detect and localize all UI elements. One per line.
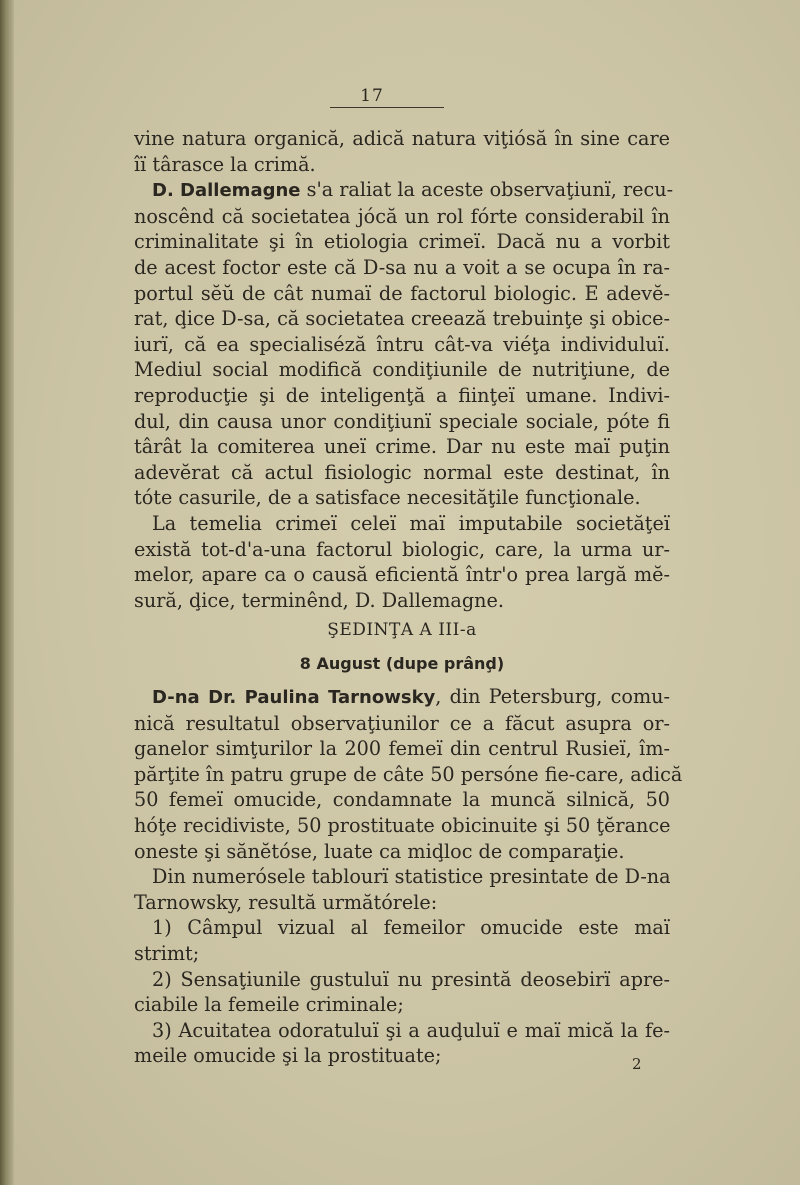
text-line [134, 684, 670, 711]
paragraph-block-2 [134, 684, 683, 1069]
text-line [134, 787, 670, 813]
line-text: de acest foctor este că D-sa nu a voit a se ocupa în ra- [134, 255, 670, 279]
line-text: meile omucide şi la prostituate; [134, 1044, 442, 1068]
line-text: sură, ḑice, terminênd, D. Dallemagne. [134, 588, 504, 612]
line-text: noscênd că societatea jócă un rol fórte considerabil în [134, 204, 670, 228]
text-line [134, 588, 670, 614]
text-line [134, 434, 670, 460]
text-line [134, 736, 670, 762]
line-text: nică resultatul observaţiunilor ce a făcut asupra or- [134, 711, 670, 735]
text-line [134, 126, 670, 152]
line-text: târât la comiterea uneï crime. Dar nu este maï puţin [134, 435, 670, 459]
text-line [134, 383, 670, 409]
line-text: rat, ḑice D-sa, că societatea creează trebuinţe şi obice- [134, 307, 670, 331]
line-text: La temelia crimeï celeï maï imputabile societăţeï [152, 511, 670, 535]
line-text: criminalitate şi în etiologia crimeï. Dacă nu a vorbit [134, 230, 670, 254]
line-text: dul, din causa unor condiţiunï speciale sociale, póte fi [134, 409, 670, 433]
text-line [134, 813, 670, 839]
text-line [134, 229, 670, 255]
session-heading: ŞEDINŢA A III-a [327, 620, 477, 640]
text-line [134, 967, 670, 993]
line-text: hóţe recidiviste, 50 prostituate obicinuite şi 50 ţĕrance [134, 813, 671, 837]
line-text: portul sĕŭ de cât numaï de factorul biologic. E adevĕ- [134, 281, 670, 305]
line-text: , din Petersburg, comu- [435, 685, 670, 708]
text-line [134, 864, 670, 890]
line-text: 2) Sensaţiunile gustuluï nu presintă deosebirï apre- [152, 967, 670, 991]
line-text: părţite în patru grupe de câte 50 persóne fie-care, adică [134, 762, 683, 786]
line-text: Din numerósele tablourï statistice presintate de D-na [152, 865, 671, 889]
line-text: strimt; [134, 941, 200, 965]
line-text: s'a raliat la aceste observaţiunï, recu- [300, 178, 674, 202]
page-binding-edge [0, 0, 14, 1185]
text-line [134, 357, 670, 383]
page-number: 17 [360, 86, 384, 106]
text-line [134, 204, 670, 230]
text-line [134, 762, 683, 788]
text-line [134, 460, 670, 486]
text-line [134, 409, 670, 435]
text-line [134, 177, 674, 204]
text-line [134, 890, 670, 916]
line-text: ciabile la femeile criminale; [134, 993, 404, 1017]
speaker-name: D. Dallemagne [152, 180, 301, 202]
text-line [134, 562, 670, 588]
line-text: iurï, că ea specialiséză întru cât-va viéţa individuluï. [134, 332, 670, 356]
line-text: îï târasce la crimă. [134, 152, 316, 176]
text-line [134, 511, 670, 537]
line-text: reproducţie şi de inteligenţă a fiinţeï umane. Indivi- [134, 383, 670, 407]
line-text: Mediul social modifică condiţiunile de nutriţiune, de [134, 358, 670, 382]
line-text: 1) Câmpul vizual al femeilor omucide este maï [152, 916, 670, 940]
line-text: ganelor simţurilor la 200 femeï din centrul Rusieï, îm- [134, 737, 670, 761]
line-text: 3) Acuitatea odoratuluï şi a auḑuluï e maï mică la fe- [152, 1018, 670, 1042]
line-text: vine natura organică, adică natura viţiósă în sine care [134, 127, 670, 150]
text-line [134, 281, 670, 307]
text-line [134, 485, 670, 511]
line-text: 50 femeï omucide, condamnate la muncă silnică, 50 [134, 788, 670, 812]
line-text: există tot-d'a-una factorul biologic, care, la urma ur- [134, 537, 670, 561]
text-line [134, 915, 670, 941]
text-line [134, 711, 670, 737]
text-line [134, 839, 670, 865]
text-line [134, 537, 670, 563]
text-line [134, 255, 670, 281]
session-date: 8 August (dupe prânḑ) [299, 654, 505, 673]
line-text: Tarnowsky, resultă următórele: [134, 890, 438, 914]
paragraph-block-1 [134, 126, 674, 613]
text-line [134, 941, 670, 967]
text-line [134, 1043, 670, 1069]
line-text: melor, apare ca o causă eficientă într'o prea largă mĕ- [134, 563, 670, 587]
line-text: tóte casurile, de a satisface necesităţile funcţionale. [134, 486, 641, 510]
signature-mark: 2 [632, 1055, 642, 1073]
speaker-name: D-na Dr. Paulina Tarnowsky [152, 687, 436, 708]
text-line [134, 152, 670, 178]
header-rule [330, 107, 444, 108]
text-line [134, 1018, 670, 1044]
text-line [134, 992, 670, 1018]
text-line [134, 306, 670, 332]
line-text: oneste şi sănĕtóse, luate ca miḑloc de comparaţie. [134, 839, 625, 863]
line-text: adevĕrat că actul fisiologic normal este destinat, în [134, 460, 670, 484]
text-line [134, 332, 670, 358]
